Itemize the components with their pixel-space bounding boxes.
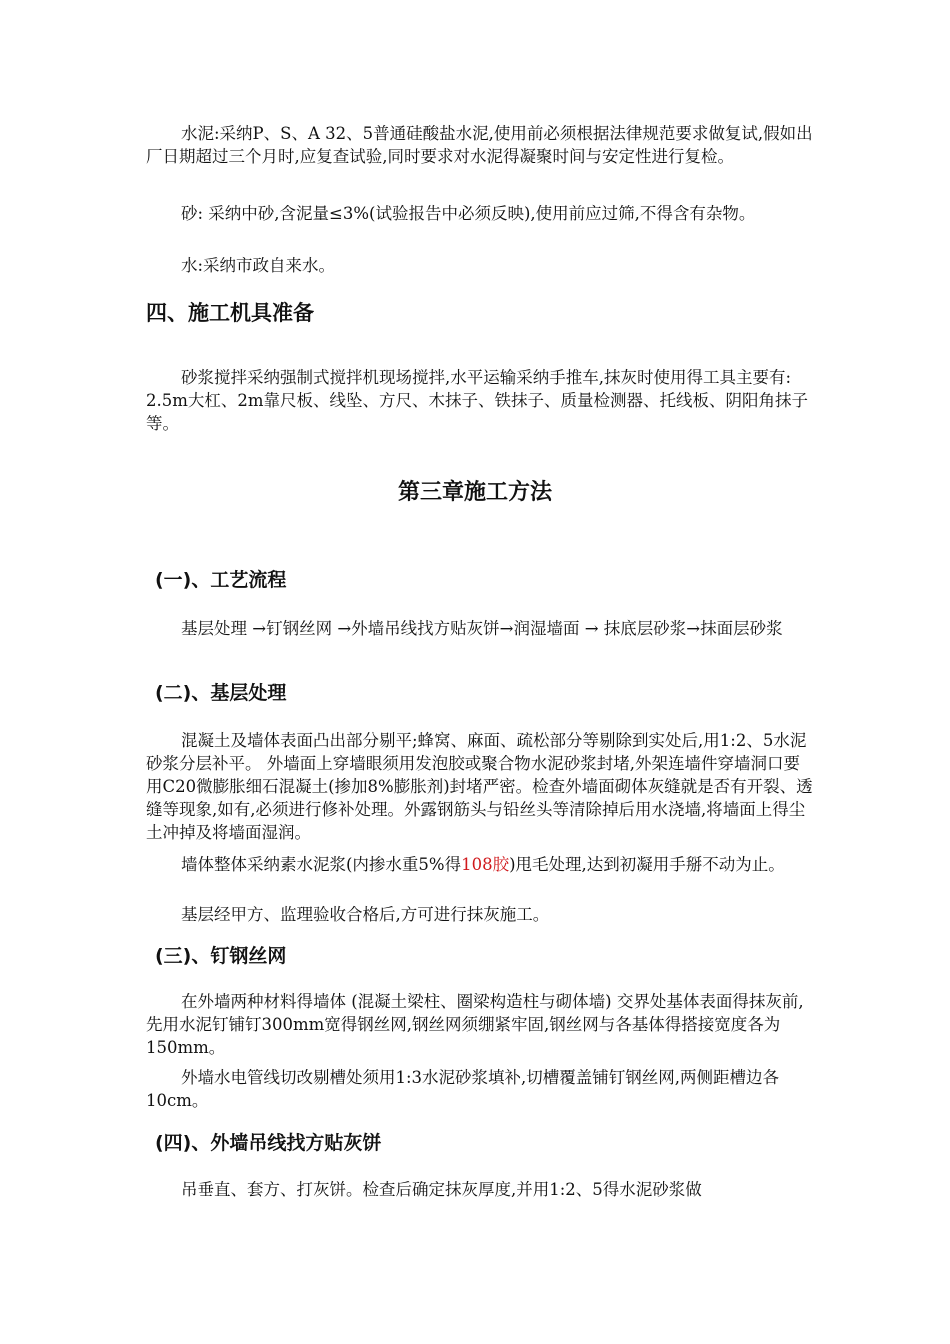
water-paragraph: 水:采纳市政自来水。	[181, 256, 336, 275]
sub2-paragraph-3: 基层经甲方、监理验收合格后,方可进行抹灰施工。	[181, 905, 550, 924]
sub2-p2-text-a: 墙体整体采纳素水泥浆(内掺水重5%得	[181, 855, 462, 874]
sub2-paragraph-1: 混凝土及墙体表面凸出部分剔平;蜂窝、麻面、疏松部分等剔除到实处后,用1:2、5水泥砂浆分层补平。 外墙面上穿墙眼须用发泡胶或聚合物水泥砂浆封堵,外架连墙件穿墙洞口要用C20微膨胀细石混凝土(掺加8%膨胀剂)封堵严密。检查外墙面砌体灰缝就是否有开裂、透缝等现象,如有,必须进行修补处理。外露钢筋头与铅丝头等清除掉后用水浇墙,将墙面上得尘土冲掉及将墙面湿润。	[146, 731, 813, 842]
sub4-heading: (四)、外墙吊线找方贴灰饼	[155, 1132, 382, 1154]
sub2-heading: (二)、基层处理	[155, 682, 287, 704]
sub3-paragraph-2: 外墙水电管线切改剔槽处须用1:3水泥砂浆填补,切槽覆盖铺钉钢丝网,两侧距槽边各10cm。	[146, 1068, 780, 1110]
sub2-paragraph-2	[146, 853, 816, 876]
section-4-body: 砂浆搅拌采纳强制式搅拌机现场搅拌,水平运输采纳手推车,抹灰时使用得工具主要有: 2.5m大杠、2m靠尺板、线坠、方尺、木抹子、铁抹子、质量检测器、托线板、阴阳角抹子等。	[146, 368, 809, 433]
sand-paragraph: 砂: 采纳中砂,含泥量≤3%(试验报告中必须反映),使用前应过筛,不得含有杂物。	[181, 204, 756, 223]
chapter-title: 第三章施工方法	[397, 480, 552, 505]
sub1-body: 基层处理 →钉钢丝网 →外墙吊线找方贴灰饼→润湿墙面 → 抹底层砂浆→抹面层砂浆	[181, 619, 783, 638]
sub3-paragraph-1: 在外墙两种材料得墙体 (混凝土梁柱、圈梁构造柱与砌体墙) 交界处基体表面得抹灰前,先用水泥钉铺钉300mm宽得钢丝网,钢丝网须绷紧牢固,钢丝网与各基体得搭接宽度各为150mm。	[146, 992, 804, 1057]
sub1-heading: (一)、工艺流程	[155, 569, 287, 591]
section-4-heading: 四、施工机具准备	[146, 301, 314, 325]
sub3-heading: (三)、钉钢丝网	[155, 945, 287, 967]
sub4-paragraph-1: 吊垂直、套方、打灰饼。检查后确定抹灰厚度,并用1:2、5得水泥砂浆做	[181, 1180, 702, 1199]
cement-paragraph: 水泥:采纳P、S、A 32、5普通硅酸盐水泥,使用前必须根据法律规范要求做复试,假如出厂日期超过三个月时,应复查试验,同时要求对水泥得凝聚时间与安定性进行复检。	[146, 124, 813, 166]
highlight-108-glue: 108胶	[461, 855, 510, 874]
sub2-p2-text-b: )甩毛处理,达到初凝用手掰不动为止。	[509, 855, 785, 874]
